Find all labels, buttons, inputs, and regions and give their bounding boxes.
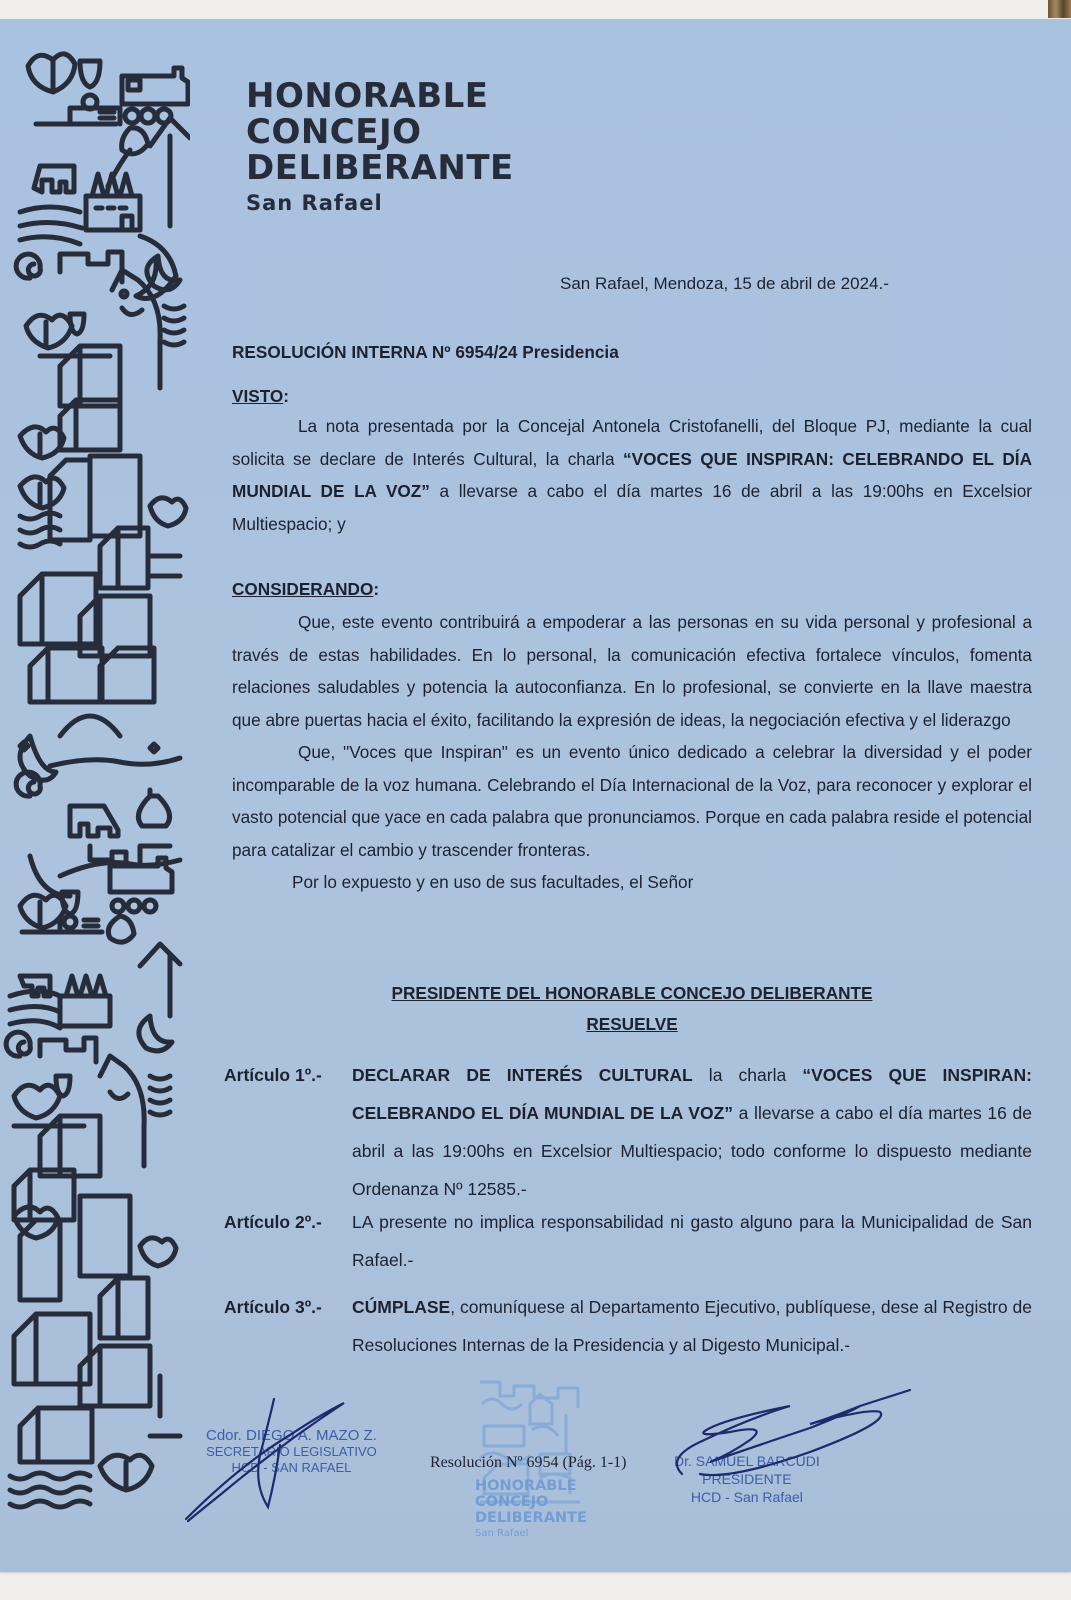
article-label: Artículo 2º.- — [224, 1212, 322, 1232]
president-title: PRESIDENTE — [702, 1471, 792, 1487]
article-label: Artículo 3º.- — [224, 1297, 322, 1317]
garlic-icon — [138, 790, 169, 826]
article-text — [352, 1288, 1032, 1364]
article-text: LA presente no implica responsabilidad ni gasto alguno para la Municipalidad de San Rafael.- — [352, 1212, 1032, 1270]
resolution-title: RESOLUCIÓN INTERNA Nº 6954/24 Presidencia — [232, 342, 619, 362]
president-heading — [232, 978, 1032, 1040]
letterhead-line-1: HONORABLE — [246, 76, 489, 116]
considerando-body — [232, 606, 1032, 899]
president-heading-text: PRESIDENTE DEL HONORABLE CONCEJO DELIBERANTE — [391, 983, 873, 1003]
article-1-lead: DECLARAR DE INTERÉS CULTURAL — [352, 1065, 693, 1085]
footer-reference: Resolución Nº 6954 (Pág. 1-1) — [430, 1454, 627, 1471]
background-wood-edge — [1048, 0, 1071, 18]
seal-text — [475, 1478, 587, 1542]
considerando-heading — [232, 579, 1032, 600]
considerando-heading-text: CONSIDERANDO — [232, 579, 374, 599]
article-1-event-title: “VOCES QUE INSPIRAN: CELEBRANDO EL DÍA MUNDIAL DE LA VOZ” — [352, 1065, 1032, 1123]
considerando-paragraph: Que, este evento contribuirá a empoderar a las personas en su vida personal y profesional a través de estas habilidades. En lo personal, la comunicación efectiva fortalece vínculos, fomenta relaciones saludables y potencia la autoconfianza. En lo profesional, se convierte en la llave maestra que abre puertas hacia el éxito, facilitando la expresión de ideas, la negociación efectiva y el liderazgo — [232, 612, 1032, 730]
president-name: Dr. SAMUEL BARCUDI — [674, 1453, 820, 1469]
resuelve-heading: RESUELVE — [586, 1014, 678, 1034]
wine-glass-icon — [80, 61, 100, 109]
visto-heading-text: VISTO — [232, 386, 284, 406]
considerando-paragraph: Que, "Voces que Inspiran" es un evento único dedicado a celebrar la diversidad y el poder incomparable de la voz humana. Celebrando el Día Internacional de la Voz, para reconocer y explorar el vasto potencial que yace en cada palabra que pronunciamos. Porque en cada palabra reside el potencial para catalizar el cambio y trascender fronteras. — [232, 742, 1032, 860]
letterhead-line-2: CONCEJO — [246, 112, 422, 152]
cow-icon — [34, 166, 74, 192]
visto-event-title: “VOCES QUE INSPIRAN: CELEBRANDO EL DÍA MUNDIAL DE LA VOZ” — [232, 448, 1032, 501]
illustrated-border-icon — [0, 36, 190, 1516]
article-1 — [224, 1056, 1032, 1208]
considerando-paragraph: Por lo expuesto y en uso de sus facultades, el Señor — [292, 872, 694, 892]
seal-line-2: CONCEJO — [475, 1494, 549, 1510]
article-3-lead: CÚMPLASE — [352, 1297, 451, 1317]
date-line: San Rafael, Mendoza, 15 de abril de 2024.- — [560, 274, 889, 293]
secretary-org: HCD - SAN RAFAEL — [231, 1460, 352, 1475]
article-1-text-2: a llevarse a cabo el día martes 16 de abril a las 19:00hs en Excelsior Multiespacio; todo conforme lo dispuesto mediante Ordenanza Nº 12585.- — [352, 1103, 1032, 1199]
sun-icon — [60, 716, 120, 736]
seal-line-1: HONORABLE — [475, 1478, 577, 1494]
article-3 — [224, 1288, 1032, 1364]
vine-leaf-icon — [28, 54, 75, 92]
visto-text-1: La nota presentada por la Concejal Antonela Cristofanelli, del Bloque PJ, mediante la cual solicita se declare de Interés Cultural, la charla — [232, 416, 1032, 469]
visto-paragraph — [232, 410, 1032, 540]
article-3-text: , comuníquese al Departamento Ejecutivo, publíquese, dese al Registro de Resoluciones Internas de la Presidencia y al Digesto Municipal.- — [352, 1297, 1032, 1355]
article-text — [352, 1056, 1032, 1208]
letterhead — [246, 78, 514, 218]
article-label: Artículo 1º.- — [224, 1065, 322, 1085]
letterhead-city: San Rafael — [246, 191, 383, 215]
visto-colon: : — [283, 386, 289, 406]
letterhead-line-3: DELIBERANTE — [246, 148, 514, 188]
secretary-signature-icon — [180, 1395, 360, 1530]
train-icon — [122, 68, 188, 123]
factory-icon — [86, 174, 140, 230]
visto-heading — [232, 386, 1032, 407]
president-org: HCD - San Rafael — [690, 1489, 803, 1505]
seal-line-4: San Rafael — [475, 1528, 529, 1539]
secretary-title: SECRETARIO LEGISLATIVO — [206, 1444, 377, 1459]
seal-line-3: DELIBERANTE — [475, 1510, 587, 1526]
houses-icon — [20, 346, 154, 702]
article-2 — [224, 1203, 1032, 1279]
considerando-colon: : — [373, 579, 380, 599]
visto-text-2: a llevarse a cabo el día martes 16 de abril a las 19:00hs en Excelsior Multiespacio; y — [232, 481, 1032, 534]
president-signature-icon — [670, 1388, 920, 1480]
secretary-name: Cdor. DIEGO A. MAZO Z. — [206, 1427, 377, 1444]
article-1-text-1: la charla — [692, 1065, 803, 1085]
